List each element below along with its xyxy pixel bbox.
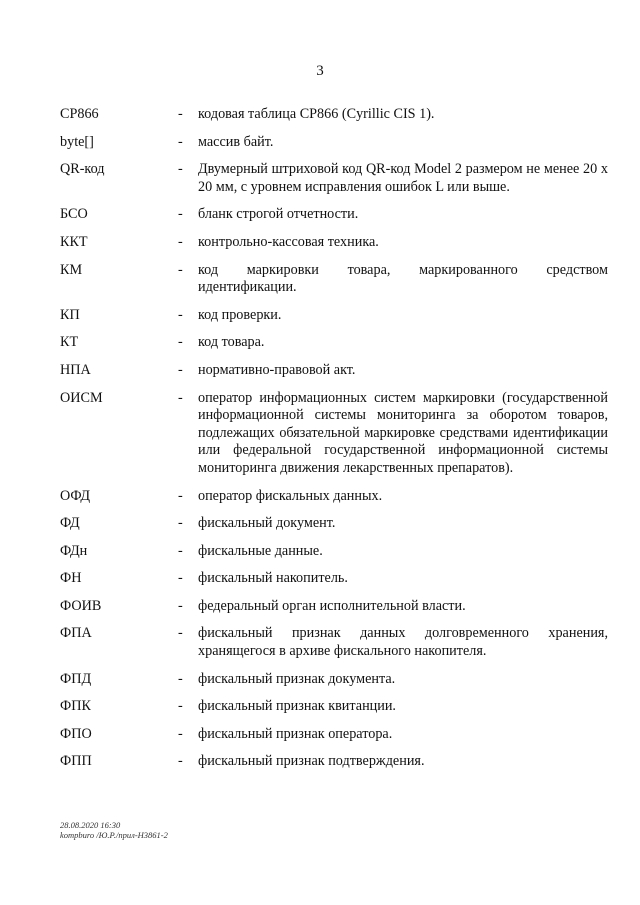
term-abbreviation: CP866	[60, 106, 99, 122]
term-dash: -	[178, 515, 183, 532]
term-definition: кодовая таблица CP866 (Cyrillic CIS 1).	[198, 106, 435, 122]
term-abbreviation: ФПП	[60, 753, 92, 770]
term-row	[60, 106, 608, 124]
term-dash: -	[178, 597, 183, 614]
abbreviations-list	[60, 106, 608, 781]
term-definition: нормативно-правовой акт.	[198, 361, 356, 378]
term-row	[60, 161, 608, 196]
term-row	[60, 698, 608, 716]
term-definition: фискальный признак квитанции.	[198, 698, 396, 715]
term-definition: код товара.	[198, 334, 265, 351]
term-row	[60, 134, 608, 152]
term-row	[60, 390, 608, 478]
term-dash: -	[178, 570, 183, 587]
term-abbreviation: ФДн	[60, 542, 88, 559]
term-row	[60, 570, 608, 588]
term-row	[60, 488, 608, 506]
term-abbreviation: ФН	[60, 570, 82, 587]
page-number: 3	[316, 63, 324, 79]
term-dash: -	[178, 487, 183, 504]
term-dash: -	[178, 725, 183, 742]
term-dash: -	[178, 625, 183, 642]
term-abbreviation: БСО	[60, 206, 88, 223]
term-dash: -	[178, 334, 183, 351]
term-row	[60, 206, 608, 224]
term-definition: фискальный признак подтверждения.	[198, 753, 425, 770]
term-abbreviation: ФД	[60, 515, 80, 532]
term-abbreviation: ФПД	[60, 670, 92, 687]
term-dash: -	[178, 233, 183, 250]
term-row	[60, 334, 608, 352]
term-abbreviation: ФПО	[60, 725, 92, 742]
term-dash: -	[178, 133, 183, 150]
term-abbreviation: ОИСМ	[60, 389, 103, 406]
term-dash: -	[178, 106, 183, 122]
term-abbreviation: QR-код	[60, 161, 105, 178]
term-abbreviation: ККТ	[60, 233, 88, 250]
term-definition: Двумерный штриховой код QR-код Model 2 размером не менее 20 х 20 мм, с уровнем исправления ошибок L или выше.	[198, 161, 608, 195]
term-definition: фискальный признак оператора.	[198, 725, 393, 742]
term-abbreviation: ФОИВ	[60, 597, 102, 614]
term-row	[60, 307, 608, 325]
term-row	[60, 726, 608, 744]
term-dash: -	[178, 261, 183, 278]
term-row	[60, 598, 608, 616]
term-abbreviation: ФПК	[60, 698, 91, 715]
term-definition: фискальный признак данных долговременного хранения, хранящегося в архиве фискального накопителя.	[198, 625, 608, 660]
term-definition: федеральный орган исполнительной власти.	[198, 597, 466, 614]
footer-timestamp: 28.08.2020 16:30	[60, 820, 121, 830]
term-abbreviation: НПА	[60, 361, 91, 378]
term-definition: код маркировки товара, маркированного средством идентификации.	[198, 261, 608, 296]
term-row	[60, 234, 608, 252]
term-row	[60, 543, 608, 561]
term-row	[60, 753, 608, 771]
term-abbreviation: ОФД	[60, 487, 91, 504]
term-definition: фискальный признак документа.	[198, 670, 396, 687]
term-dash: -	[178, 361, 183, 378]
term-definition: массив байт.	[198, 133, 274, 150]
term-row	[60, 515, 608, 533]
term-row	[60, 671, 608, 689]
term-dash: -	[178, 670, 183, 687]
term-abbreviation: byte[]	[60, 133, 94, 150]
term-definition: фискальный накопитель.	[198, 570, 348, 587]
term-dash: -	[178, 753, 183, 770]
term-dash: -	[178, 389, 183, 406]
term-row	[60, 262, 608, 297]
term-dash: -	[178, 206, 183, 223]
term-abbreviation: ФПА	[60, 625, 92, 642]
term-definition: фискальный документ.	[198, 515, 336, 532]
term-abbreviation: КП	[60, 306, 80, 323]
term-definition: контрольно-кассовая техника.	[198, 233, 379, 250]
term-row	[60, 625, 608, 660]
term-dash: -	[178, 161, 183, 178]
term-row	[60, 362, 608, 380]
term-abbreviation: КМ	[60, 261, 83, 278]
term-dash: -	[178, 542, 183, 559]
term-abbreviation: КТ	[60, 334, 79, 351]
term-definition: оператор фискальных данных.	[198, 487, 383, 504]
term-definition: оператор информационных систем маркировки (государственной информационной системы мониторинга за оборотом товаров, подлежащих обязательной маркировке средствами идентификации или федеральной государственной информационной системы мониторинга движения лекарственных препаратов).	[198, 389, 608, 476]
document-footer	[60, 820, 168, 840]
footer-file-reference: kompburo /Ю.Р./прил-Н3861-2	[60, 830, 168, 840]
term-dash: -	[178, 698, 183, 715]
term-definition: код проверки.	[198, 306, 282, 323]
term-dash: -	[178, 306, 183, 323]
term-definition: фискальные данные.	[198, 542, 323, 559]
term-definition: бланк строгой отчетности.	[198, 206, 359, 223]
